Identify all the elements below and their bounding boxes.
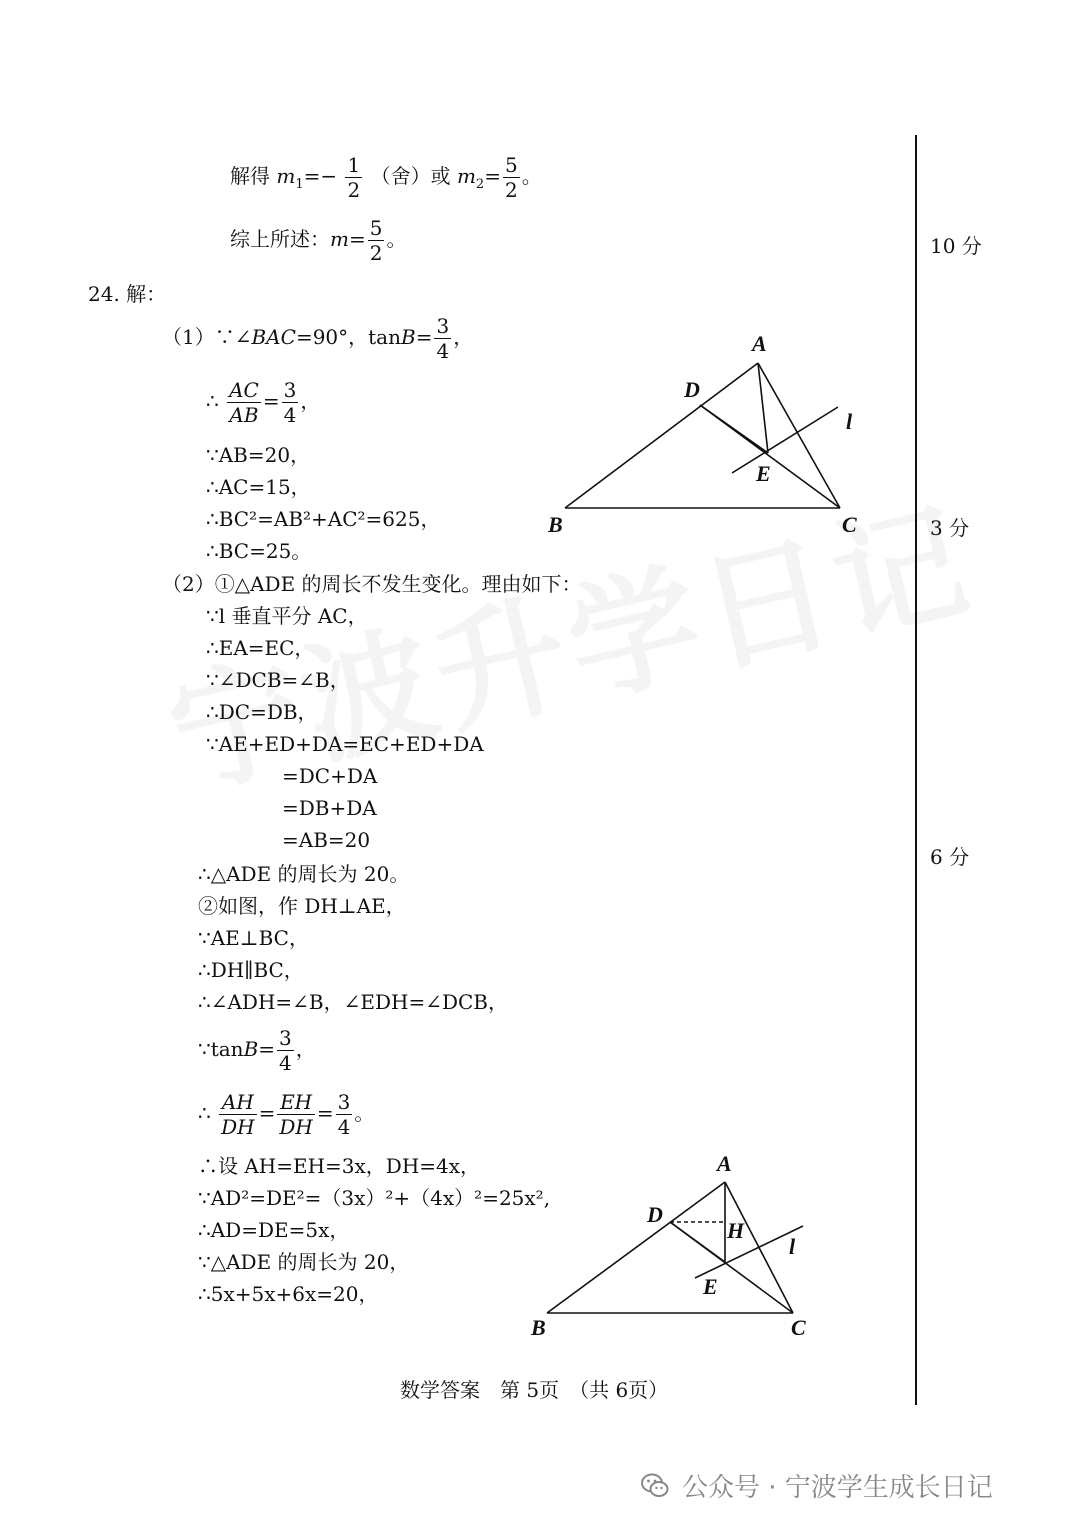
part2-line1: （2）①△ADE 的周长不发生变化。理由如下： [162,572,582,596]
text: = [258,1101,276,1125]
question-header: 24. 解： [88,282,167,306]
segment-de [670,1222,725,1262]
den: 4 [436,339,450,363]
part1-given [162,316,473,361]
fraction [282,380,299,425]
part2-line13: ∴DH∥BC， [198,958,304,982]
var: B [401,325,416,349]
part1-line4: ∴AC=15， [206,475,311,499]
part2-line3: ∴EA=EC， [206,636,315,660]
segment-ba [547,1182,725,1313]
label-l: l [846,409,853,434]
var-m2: m [456,164,476,188]
num: AC [229,378,259,402]
part2-line5: ∴DC=DB， [206,700,318,724]
fraction [227,380,261,425]
label-e: E [703,1274,718,1299]
label-h: H [727,1218,745,1243]
var-m1: m [276,164,296,188]
text: ∴ [198,1101,211,1125]
part2-line17: ∴AD=DE=5x， [198,1218,350,1242]
var: BAC [251,325,296,349]
part2-line11: ②如图，作 DH⊥AE， [198,894,406,918]
text: = [484,164,501,188]
part2-line9: =AB=20 [282,828,371,852]
segment-ac [758,363,840,508]
part1-line3: ∵AB=20， [206,443,311,467]
text: = [348,227,366,251]
num: 1 [347,153,361,177]
triangle-figure-2 [525,1150,825,1345]
label-b: B [531,1315,546,1340]
score-6: 6 分 [930,845,970,869]
text: = [262,389,280,413]
num: AH [219,1092,256,1115]
part2-tan [198,1028,316,1073]
label-e: E [756,461,771,486]
part2-line15: ∴设 AH=EH=3x，DH=4x， [198,1154,481,1178]
text: 。 [521,164,542,188]
sub: 2 [475,177,485,192]
label-c: C [791,1315,806,1340]
page-footer: 数学答案 第 5页 （共 6页） [400,1378,669,1402]
text: = [316,1101,334,1125]
den: 2 [347,178,361,202]
num: 3 [337,1090,351,1114]
part2-line4: ∵∠DCB=∠B， [206,668,350,692]
text: （舍）或 [370,164,451,188]
score-10: 10 分 [930,234,982,258]
fraction [368,218,385,263]
fraction [503,155,520,200]
part2-line19: ∴5x+5x+6x=20， [198,1282,379,1306]
den: 2 [369,241,383,265]
text: ， [295,1037,316,1061]
num: 5 [504,153,518,177]
num: 5 [369,216,383,240]
segment-ba [565,363,758,508]
num: EH [277,1092,314,1115]
conclusion-line [230,218,406,263]
label-d: D [684,377,700,402]
fraction [277,1092,314,1137]
den: 4 [279,1051,292,1075]
part2-line18: ∵△ADE 的周长为 20， [198,1250,410,1274]
fraction [219,1092,256,1137]
label-c: C [842,512,857,537]
label-l: l [789,1234,796,1259]
text: 。 [386,227,407,251]
text: 解得 [230,164,270,188]
den: DH [279,1115,313,1139]
part2-line10: ∴△ADE 的周长为 20。 [198,862,410,886]
part2-line16: ∵AD²=DE²=（3x）²+（4x）²=25x², [198,1186,551,1210]
solution-line-m [230,155,542,200]
var: B [243,1037,259,1061]
part2-ratio [198,1092,374,1137]
text: =− [303,164,338,188]
den: 4 [337,1115,351,1139]
num: 3 [283,378,297,402]
part1-ratio [206,380,320,425]
text: 。 [354,1101,375,1125]
triangle-figure-1 [540,325,870,545]
wechat-account [640,1467,993,1504]
den: DH [221,1115,255,1139]
part2-line12: ∵AE⊥BC， [198,926,309,950]
den: 4 [283,403,297,427]
score-3: 3 分 [930,516,970,540]
den: 2 [504,178,518,202]
text: 综上所述： [230,227,330,251]
den: AB [229,403,259,427]
fraction [434,316,451,361]
fraction [277,1028,294,1073]
wechat-account-name: 公众号 · 宁波学生成长日记 [682,1473,993,1503]
text: ， [300,389,321,413]
label-a: A [752,331,767,356]
num: 3 [279,1026,292,1050]
part2-line14: ∴∠ADH=∠B，∠EDH=∠DCB， [198,990,508,1014]
text: （1）∵∠ [162,325,252,349]
text: = [258,1037,276,1061]
label-b: B [548,512,563,537]
label-d: D [647,1202,663,1227]
wechat-icon [640,1471,670,1501]
var-m: m [330,227,349,251]
text: ∵tan [198,1037,244,1061]
text: ∴ [206,389,219,413]
fraction [345,155,362,200]
text: ， [453,325,474,349]
label-a: A [717,1151,732,1176]
sub: 1 [295,177,304,192]
part1-line5: ∴BC²=AB²+AC²=625， [206,507,441,531]
part2-line7: =DC+DA [282,764,378,788]
part2-line2: ∵l 垂直平分 AC， [206,604,368,628]
fraction [336,1092,353,1137]
text: =90°，tan [295,325,401,349]
num: 3 [436,314,450,338]
text: = [415,325,433,349]
segment-de [700,405,768,453]
part1-line6: ∴BC=25。 [206,539,312,563]
part2-line6: ∵AE+ED+DA=EC+ED+DA [206,732,484,756]
score-divider [915,135,917,1405]
part2-line8: =DB+DA [282,796,377,820]
